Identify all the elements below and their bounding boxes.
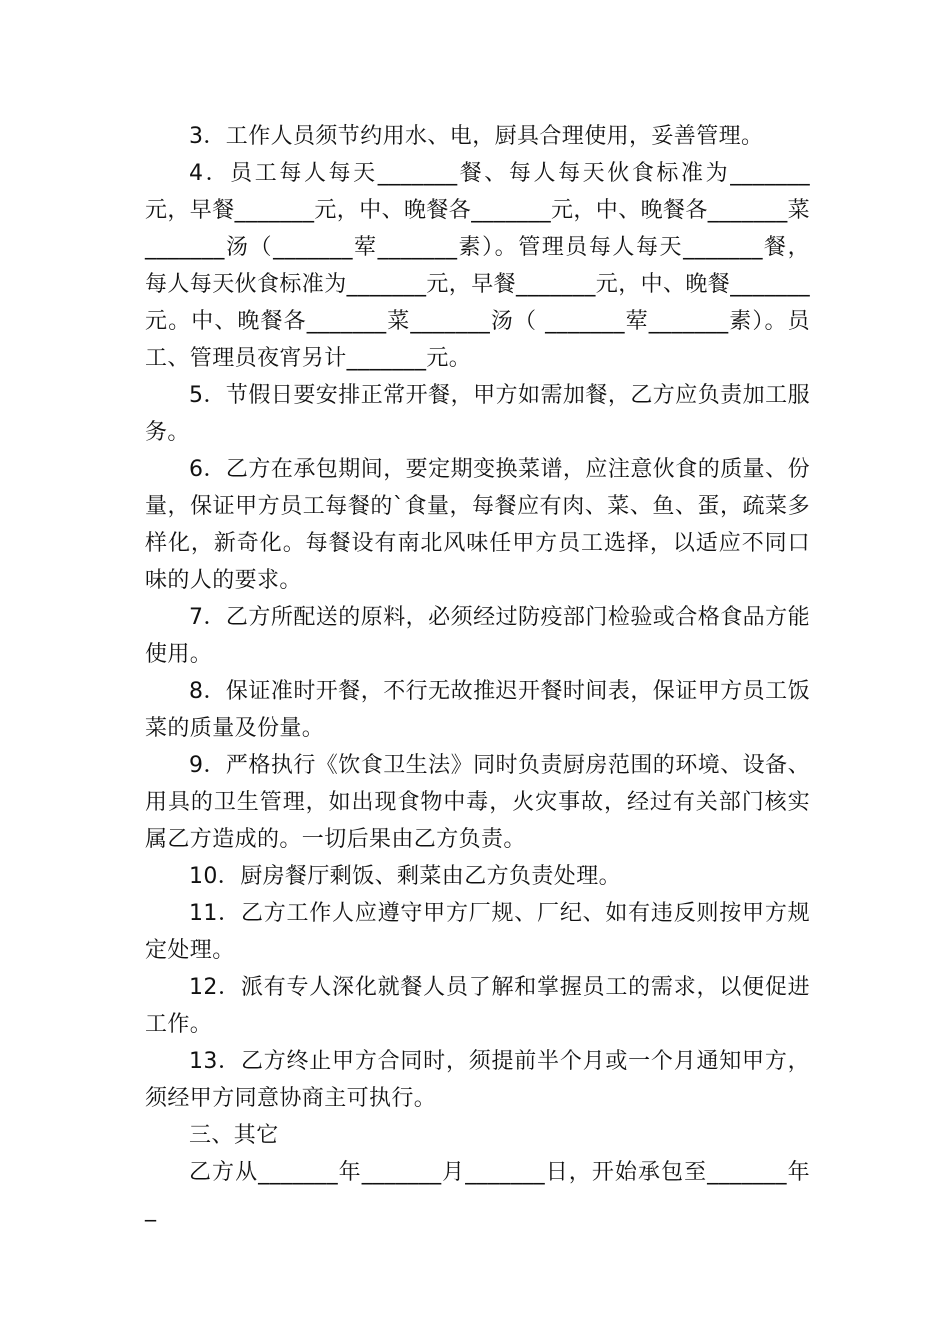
clause-5: 5．节假日要安排正常开餐，甲方如需加餐，乙方应负责加工服务。 xyxy=(145,383,810,445)
section-heading-other: 三、其它 xyxy=(189,1123,279,1148)
clause-10: 10．厨房餐厅剩饭、剩菜由乙方负责处理。 xyxy=(189,864,621,889)
clause-4-meal-standards: 4．员工每人每天_______餐、每人每天伙食标准为_______元，早餐_______元，中、晚餐各_______元，中、晚餐各_______菜_______汤（_______荤_______素）。管理员每人每天_______餐，每人每天伙食标准为_______元，早餐_______元，中、晚餐_______元。中、晚餐各_______菜_______汤（ _______荤_______素）。员工、管理员夜宵另计_______元。 xyxy=(145,161,811,371)
clause-12: 12．派有专人深化就餐人员了解和掌握员工的需求，以便促进工作。 xyxy=(145,975,810,1037)
clause-7: 7．乙方所配送的原料，必须经过防疫部门检验或合格食品方能使用。 xyxy=(145,605,810,667)
clause-9: 9．严格执行《饮食卫生法》同时负责厨房范围的环境、设备、用具的卫生管理，如出现食物中毒，火灾事故，经过有关部门核实属乙方造成的。一切后果由乙方负责。 xyxy=(145,753,810,852)
contract-body xyxy=(145,118,810,1228)
clause-6: 6．乙方在承包期间，要定期变换菜谱，应注意伙食的质量、份量，保证甲方员工每餐的`食量，每餐应有肉、菜、鱼、蛋，疏菜多样化，新奇化。每餐设有南北风味任甲方员工选择，以适应不同口味的人的要求。 xyxy=(145,457,810,593)
clause-11: 11．乙方工作人应遵守甲方厂规、厂纪、如有违反则按甲方规定处理。 xyxy=(145,901,810,963)
contract-term-line: 乙方从_______年_______月_______日，开始承包至_______年_ xyxy=(145,1160,810,1222)
clause-8: 8．保证准时开餐，不行无故推迟开餐时间表，保证甲方员工饭菜的质量及份量。 xyxy=(145,679,810,741)
clause-3: 3．工作人员须节约用水、电，厨具合理使用，妥善管理。 xyxy=(189,124,764,149)
clause-13: 13．乙方终止甲方合同时，须提前半个月或一个月通知甲方，须经甲方同意协商主可执行。 xyxy=(145,1049,810,1111)
